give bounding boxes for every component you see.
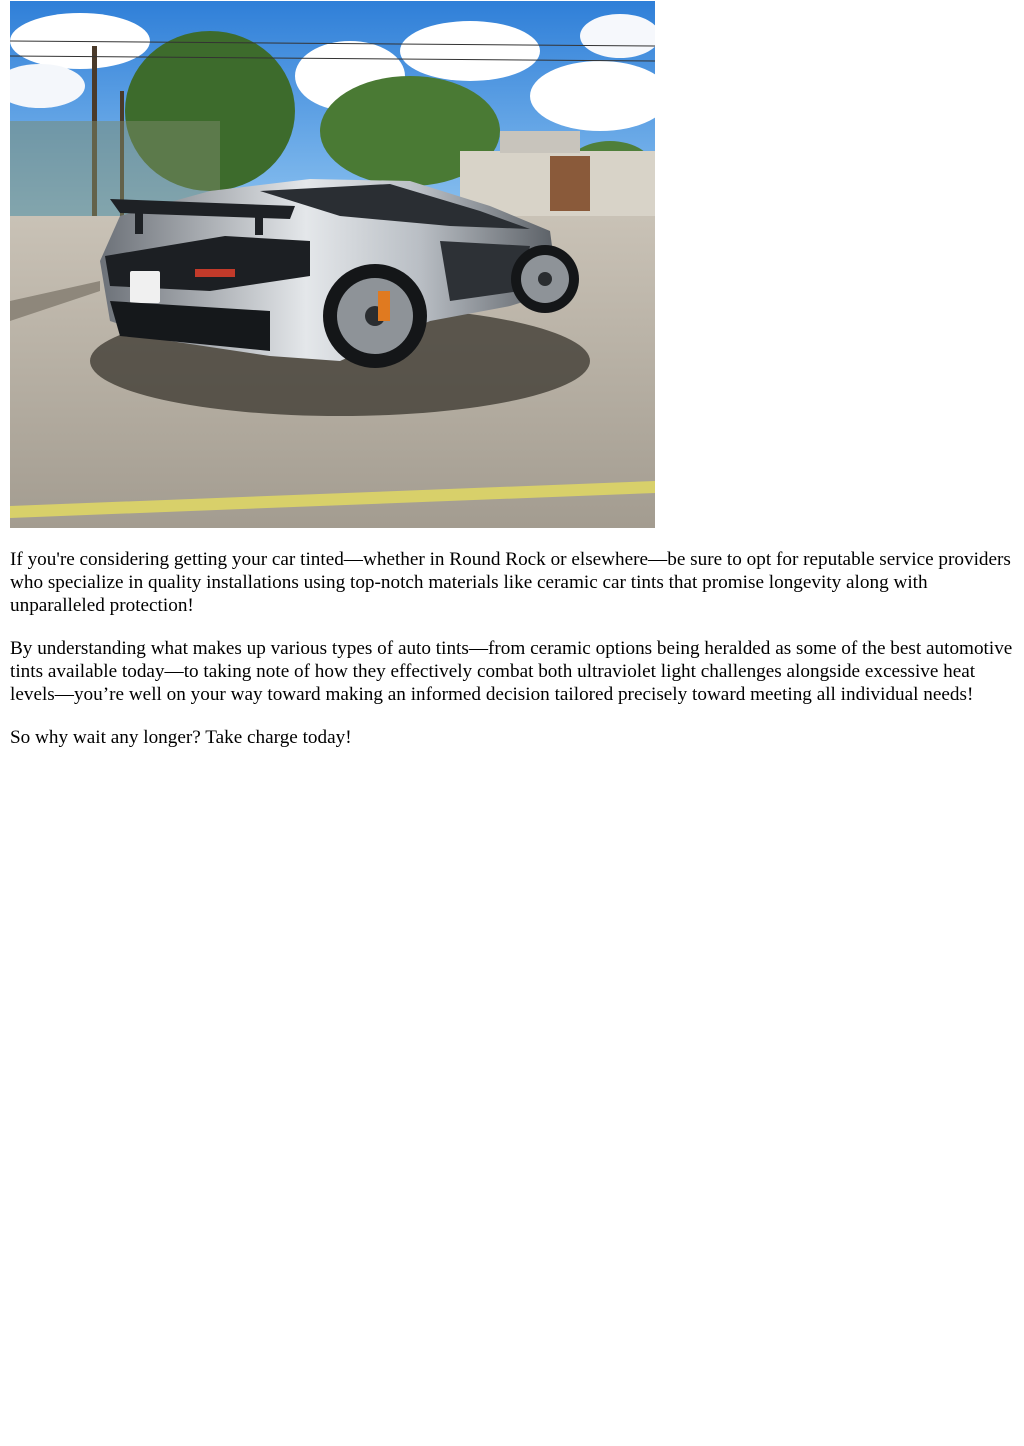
car-photo [10, 1, 655, 528]
article-body [10, 548, 1014, 749]
sports-car-photo-icon [10, 1, 655, 528]
paragraph: So why wait any longer? Take charge today! [10, 727, 352, 748]
paragraph: If you're considering getting your car tinted—whether in Round Rock or elsewhere—be sure to opt for reputable service providers who specialize in quality installations using top-notch materials like ceramic car tints that promise longevity along with unparalleled protection! [10, 549, 1011, 616]
paragraph: By understanding what makes up various types of auto tints—from ceramic options being heralded as some of the best automotive tints available today—to taking note of how they effectively combat both ultraviolet light challenges alongside excessive heat levels—you’re well on your way toward making an informed decision tailored precisely toward meeting all individual needs! [10, 638, 1013, 705]
